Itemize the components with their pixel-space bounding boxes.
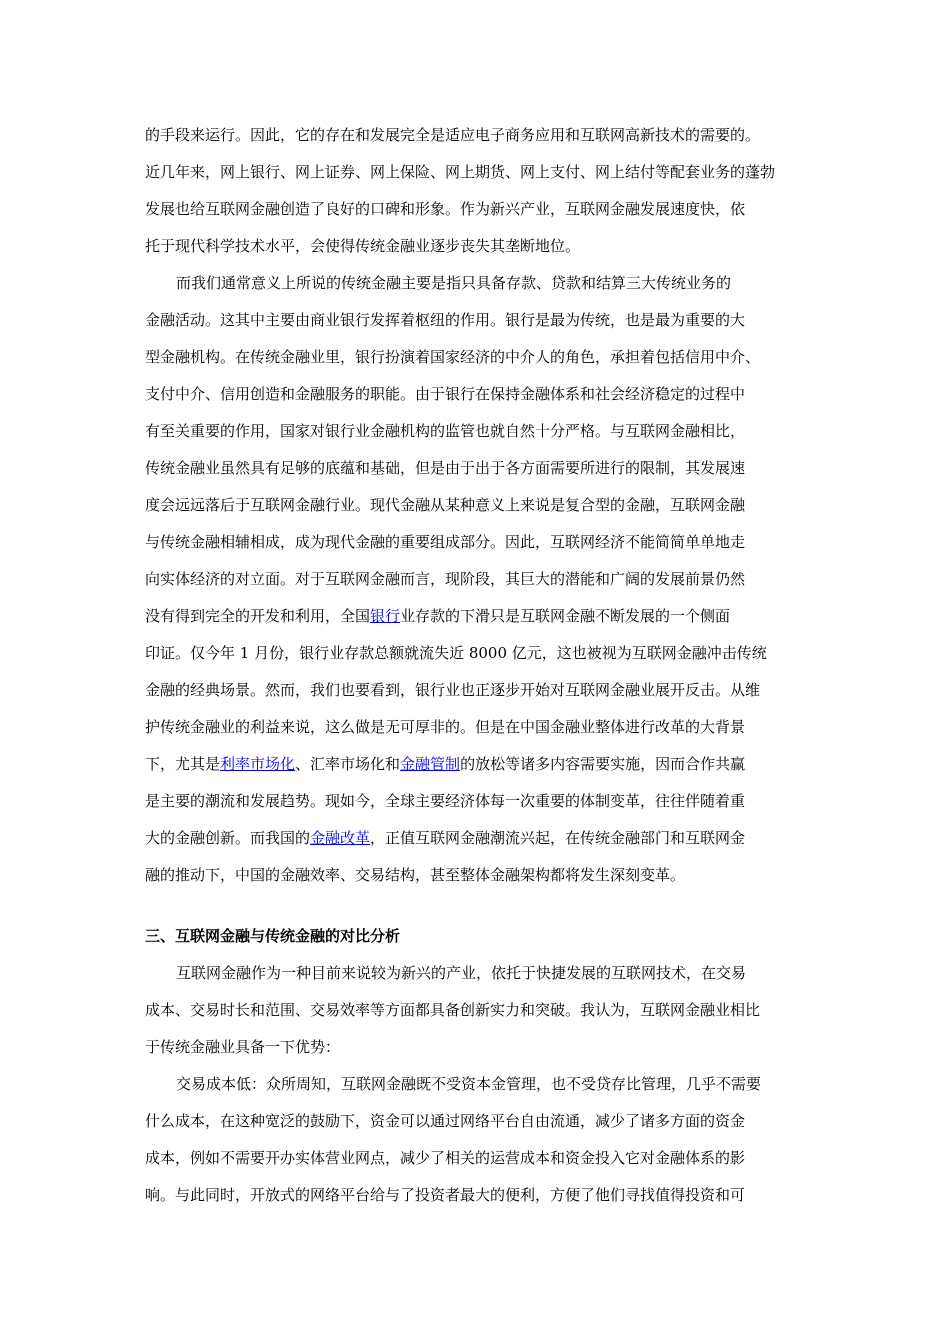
text-span: 的放松等诸多内容需要实施，因而合作共赢 [460, 755, 746, 773]
text-span: 下，尤其是 [145, 755, 221, 773]
text-span: ，正值互联网金融潮流兴起，在传统金融部门和互联网金 [370, 829, 746, 847]
text-line [145, 598, 807, 635]
text-line: 什么成本，在这种宽泛的鼓励下，资金可以通过网络平台自由流通，减少了诸多方面的资金 [145, 1112, 746, 1130]
text-line: 有至关重要的作用，国家对银行业金融机构的监管也就自然十分严格。与互联网金融相比， [145, 422, 746, 440]
text-line [145, 746, 807, 783]
section-3 [145, 918, 807, 1214]
section-heading: 三、互联网金融与传统金融的对比分析 [145, 927, 401, 945]
text-line: 成本，例如不需要开办实体营业网点，减少了相关的运营成本和资金投入它对金融体系的影 [145, 1149, 746, 1167]
link-interest-rate-marketization[interactable]: 利率市场化 [220, 755, 296, 773]
text-line [145, 820, 807, 857]
section-gap [145, 894, 807, 918]
text-line: 传统金融业虽然具有足够的底蕴和基础，但是由于出于各方面需要所进行的限制，其发展速 [145, 459, 746, 477]
text-line: 护传统金融业的利益来说，这么做是无可厚非的。但是在中国金融业整体进行改革的大背景 [145, 718, 746, 736]
paragraph-1 [145, 117, 807, 265]
link-financial-reform[interactable]: 金融改革 [310, 829, 371, 847]
text-line: 型金融机构。在传统金融业里，银行扮演着国家经济的中介人的角色，承担着包括信用中介、 [145, 348, 761, 366]
text-line: 是主要的潮流和发展趋势。现如今，全球主要经济体每一次重要的体制变革，往往伴随着重 [145, 792, 746, 810]
link-bank[interactable]: 银行 [370, 607, 401, 625]
text-line: 托于现代科学技术水平，会使得传统金融业逐步丧失其垄断地位。 [145, 237, 581, 255]
text-line: 融的推动下，中国的金融效率、交易结构，甚至整体金融架构都将发生深刻变革。 [145, 866, 686, 884]
link-financial-regulation[interactable]: 金融管制 [400, 755, 461, 773]
text-line: 金融活动。这其中主要由商业银行发挥着枢纽的作用。银行是最为传统，也是最为重要的大 [145, 311, 746, 329]
paragraph-2 [145, 265, 807, 894]
text-line: 印证。仅今年 1 月份，银行业存款总额就流失近 8000 亿元，这也被视为互联网金融冲击传统 [145, 644, 767, 662]
text-line: 近几年来，网上银行、网上证券、网上保险、网上期货、网上支付、网上结付等配套业务的蓬勃 [145, 163, 776, 181]
text-line: 而我们通常意义上所说的传统金融主要是指只具备存款、贷款和结算三大传统业务的 [176, 274, 732, 292]
text-line: 响。与此同时，开放式的网络平台给与了投资者最大的便利，方便了他们寻找值得投资和可 [145, 1186, 746, 1204]
text-line: 与传统金融相辅相成，成为现代金融的重要组成部分。因此，互联网经济不能简简单单地走 [145, 533, 746, 551]
text-line: 于传统金融业具备一下优势： [145, 1038, 341, 1056]
text-span: 没有得到完全的开发和利用，全国 [145, 607, 371, 625]
text-line: 成本、交易时长和范围、交易效率等方面都具备创新实力和突破。我认为，互联网金融业相比 [145, 1001, 761, 1019]
text-line: 的手段来运行。因此，它的存在和发展完全是适应电子商务应用和互联网高新技术的需要的。 [145, 126, 761, 144]
text-line: 互联网金融作为一种目前来说较为新兴的产业，依托于快捷发展的互联网技术，在交易 [176, 964, 747, 982]
text-line: 支付中介、信用创造和金融服务的职能。由于银行在保持金融体系和社会经济稳定的过程中 [145, 385, 746, 403]
text-line: 度会远远落后于互联网金融行业。现代金融从某种意义上来说是复合型的金融，互联网金融 [145, 496, 746, 514]
text-line: 交易成本低：众所周知，互联网金融既不受资本金管理，也不受贷存比管理，几乎不需要 [176, 1075, 762, 1093]
document-page [145, 117, 807, 1214]
text-span: 业存款的下滑只是互联网金融不断发展的一个侧面 [400, 607, 731, 625]
text-span: 大的金融创新。而我国的 [145, 829, 311, 847]
text-line: 发展也给互联网金融创造了良好的口碑和形象。作为新兴产业，互联网金融发展速度快，依 [145, 200, 746, 218]
text-line: 金融的经典场景。然而，我们也要看到，银行业也正逐步开始对互联网金融业展开反击。从维 [145, 681, 761, 699]
text-line: 向实体经济的对立面。对于互联网金融而言，现阶段，其巨大的潜能和广阔的发展前景仍然 [145, 570, 746, 588]
text-span: 、汇率市场化和 [295, 755, 401, 773]
